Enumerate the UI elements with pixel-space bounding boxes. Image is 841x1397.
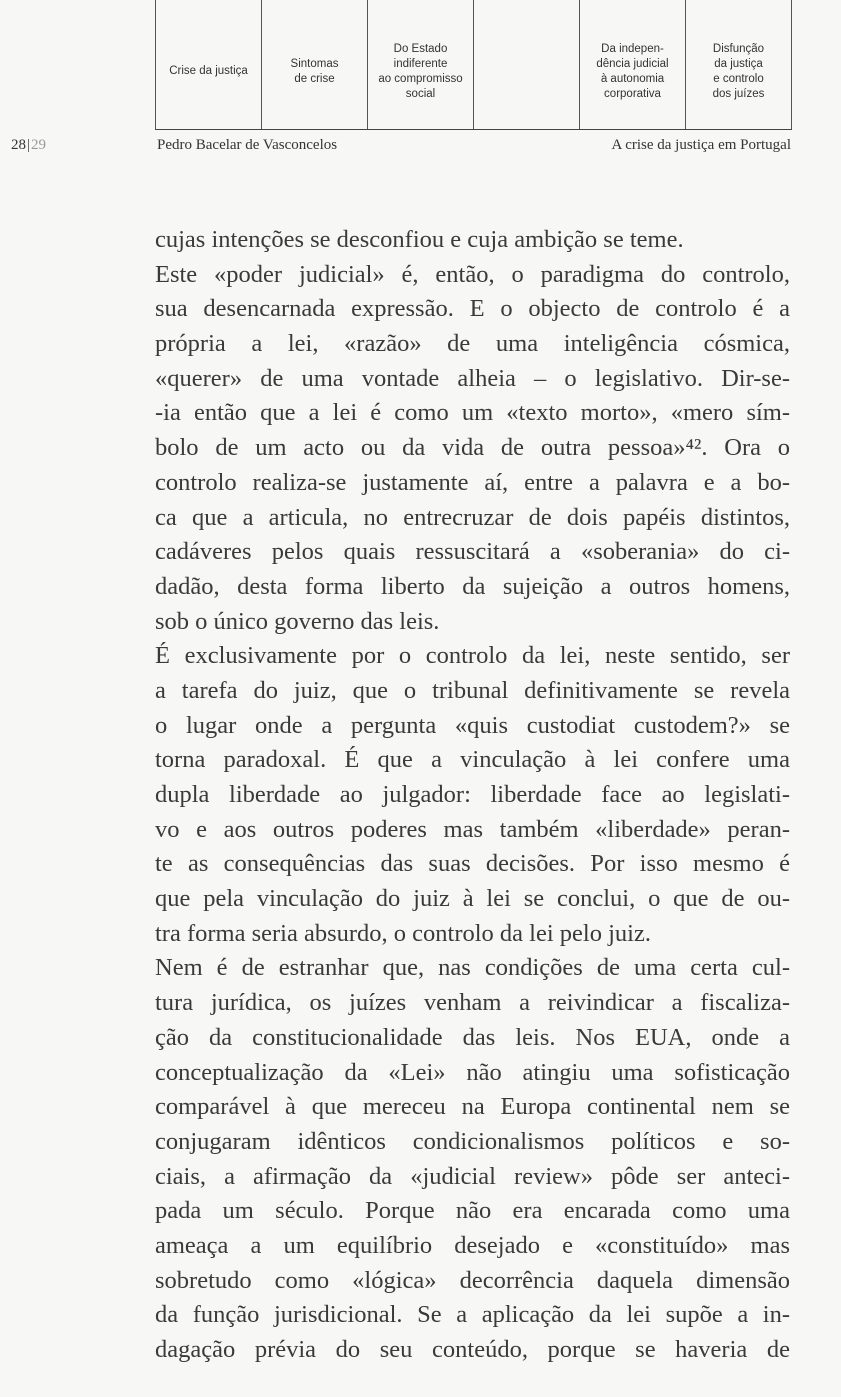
text-line: controlo realiza-se justamente aí, entre a palavra e a bo- xyxy=(155,468,790,496)
text-line: bolo de um acto ou da vida de outra pessoa»⁴². Ora o xyxy=(155,434,790,462)
text-line: te as consequências das suas decisões. Por isso mesmo é xyxy=(155,850,790,878)
chapter-cell xyxy=(262,0,368,129)
text-line: dagação prévia do seu conteúdo, porque se haveria de xyxy=(155,1336,790,1363)
text-line: ameaça a um equilíbrio desejado e «constituído» mas xyxy=(155,1231,790,1259)
text-line: comparável à que mereceu na Europa continental nem se xyxy=(155,1093,790,1121)
text-line: dupla liberdade ao julgador: liberdade face ao legislati- xyxy=(155,781,790,808)
chapter-cell-label: Crise da justiça xyxy=(169,65,248,77)
chapter-cell xyxy=(474,0,580,129)
chapter-cell xyxy=(580,0,686,129)
text-line: conjugaram idênticos condicionalismos políticos e so- xyxy=(155,1127,790,1155)
page-number-separator: | xyxy=(27,137,31,153)
chapter-cell-label: Do Estado indiferente ao compromisso social xyxy=(378,42,463,100)
page-numbers xyxy=(11,137,46,154)
running-header xyxy=(0,137,841,157)
chapter-cell-label: Disfunção da justiça e controlo dos juízes xyxy=(712,42,765,100)
text-line: vo e aos outros poderes mas também «liberdade» peran- xyxy=(155,815,790,843)
text-line: Este «poder judicial» é, então, o paradigma do controlo, xyxy=(155,260,790,288)
text-line: sob o único governo das leis. xyxy=(155,607,440,635)
chapter-navigation-table xyxy=(155,0,792,130)
chapter-cell xyxy=(368,0,474,129)
text-line: tura jurídica, os juízes venham a reivindicar a fiscaliza- xyxy=(155,989,790,1017)
text-line: torna paradoxal. É que a vinculação à lei confere uma xyxy=(155,746,790,774)
text-line: a tarefa do juiz, que o tribunal definitivamente se revela xyxy=(155,676,790,704)
text-line: que pela vinculação do juiz à lei se conclui, o que de ou- xyxy=(155,885,790,913)
text-line: ciais, a afirmação da «judicial review» pôde ser anteci- xyxy=(155,1162,790,1190)
chapter-cell xyxy=(156,0,262,129)
author-name: Pedro Bacelar de Vasconcelos xyxy=(157,137,338,153)
chapter-cell-label: Da indepen- dência judicial à autonomia corporativa xyxy=(596,42,669,100)
chapter-cell-label: Sintomas de crise xyxy=(290,57,339,85)
text-line: da função jurisdicional. Se a aplicação da lei supõe a in- xyxy=(155,1301,790,1329)
text-line: dadão, desta forma liberto da sujeição a outros homens, xyxy=(155,572,790,600)
text-line: «querer» de uma vontade alheia – o legislativo. Dir-se- xyxy=(155,364,790,392)
text-line: Nem é de estranhar que, nas condições de uma certa cul- xyxy=(155,954,790,982)
text-line: cadáveres pelos quais ressuscitará a «soberania» do ci- xyxy=(155,538,790,566)
text-line: sobretudo como «lógica» decorrência daquela dimensão xyxy=(155,1266,790,1294)
chapter-cell xyxy=(686,0,792,129)
text-line: sua desencarnada expressão. E o objecto de controlo é a xyxy=(155,295,790,323)
text-line: cujas intenções se desconfiou e cuja ambição se teme. xyxy=(155,226,684,253)
text-line: o lugar onde a pergunta «quis custodiat custodem?» se xyxy=(155,711,790,739)
text-line: É exclusivamente por o controlo da lei, neste sentido, ser xyxy=(155,642,790,670)
text-line: -ia então que a lei é como um «texto morto», «mero sím- xyxy=(155,399,790,427)
text-line: ção da constitucionalidade das leis. Nos EUA, onde a xyxy=(155,1023,790,1051)
page-number-left: 28 xyxy=(11,137,26,153)
text-line: conceptualização da «Lei» não atingiu uma sofisticação xyxy=(155,1058,790,1086)
body-text xyxy=(155,223,790,1368)
text-line: ca que a articula, no entrecruzar de dois papéis distintos, xyxy=(155,503,790,531)
book-title: A crise da justiça em Portugal xyxy=(611,137,791,153)
text-line: tra forma seria absurdo, o controlo da lei pelo juiz. xyxy=(155,919,651,947)
text-line: pada um século. Porque não era encarada como uma xyxy=(155,1197,790,1225)
text-line: própria a lei, «razão» de uma inteligência cósmica, xyxy=(155,330,790,358)
page-number-right: 29 xyxy=(31,137,47,153)
